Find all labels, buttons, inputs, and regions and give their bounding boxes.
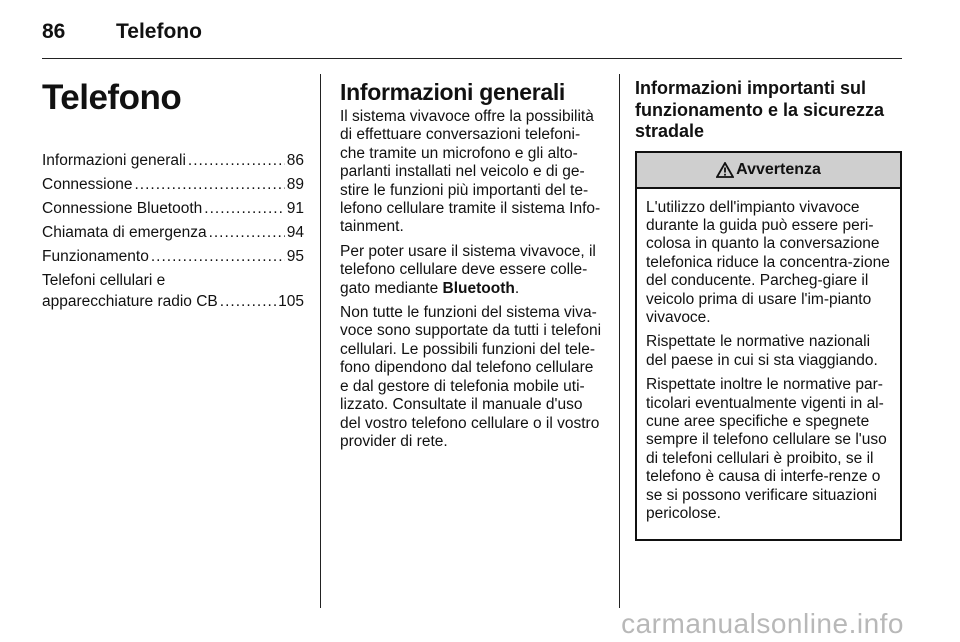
subsection-title: Informazioni importanti sul funzionamento e la sicurezza stradale	[635, 78, 885, 141]
warning-body	[637, 189, 900, 540]
paragraph: Il sistema vivavoce offre la possibilità di effettuare conversazioni telefoni-che tramite un microfono e gli alto-parlanti installati nel veicolo e di ge-stire le funzioni più importanti del te-lefono cellulare tramite il sistema Info-tainment.	[340, 108, 601, 236]
warning-header	[637, 153, 900, 189]
bluetooth-term: Bluetooth	[442, 279, 515, 297]
warning-box	[635, 151, 902, 542]
page-number: 86	[42, 20, 66, 43]
paragraph: Per poter usare il sistema vivavoce, il telefono cellulare deve essere colle-gato mediante Bluetooth.	[340, 242, 596, 297]
toc-item-label: Informazioni generali	[42, 152, 186, 169]
column-divider-right	[619, 74, 620, 608]
header-rule	[42, 58, 902, 59]
safety-column	[635, 78, 902, 541]
chapter-title: Telefono	[42, 78, 182, 117]
toc-item[interactable]	[42, 174, 304, 195]
toc-item[interactable]	[42, 150, 304, 171]
toc-item-label: Chiamata di emergenza	[42, 224, 207, 241]
toc-item-page: 95	[286, 248, 304, 265]
toc-item-page: 105	[278, 293, 304, 310]
toc-item[interactable]	[42, 246, 304, 267]
running-title: Telefono	[116, 20, 202, 43]
column-divider-left	[320, 74, 321, 608]
toc-item[interactable]	[42, 270, 304, 312]
chapter-column	[42, 78, 304, 315]
paragraph: L'utilizzo dell'impianto vivavoce durante la guida può essere peri-colosa in quanto la conversazione telefonica riduce la concentra-zione del conducente. Parcheg-giare il veicolo prima di usare l'im-pianto vivavoce.	[646, 198, 890, 326]
toc-item-page: 94	[286, 224, 304, 241]
toc-item[interactable]	[42, 222, 304, 243]
warning-label: Avvertenza	[736, 160, 821, 178]
table-of-contents	[42, 150, 304, 312]
paragraph: Non tutte le funzioni del sistema viva-voce sono supportate da tutti i telefoni cellulari. Le possibili funzioni del tele-fono dipendono dal telefono cellulare e dal gestore di telefonia mobile uti-lizzato. Consultate il manuale d'uso del vostro telefono cellulare o il vostro provider di rete.	[340, 304, 602, 450]
toc-item-page: 89	[286, 176, 304, 193]
general-info-column	[340, 78, 604, 457]
toc-item-page: 86	[286, 152, 304, 169]
section-title: Informazioni generali	[340, 79, 566, 105]
toc-item-label: Connessione	[42, 176, 133, 193]
toc-item-label: Funzionamento	[42, 248, 149, 265]
toc-item[interactable]	[42, 198, 304, 219]
paragraph: Rispettate le normative nazionali del paese in cui si sta viaggiando.	[646, 333, 878, 369]
toc-item-label: Connessione Bluetooth	[42, 200, 203, 217]
warning-triangle-icon	[716, 162, 734, 178]
watermark: carmanualsonline.info	[621, 608, 904, 639]
toc-item-label: Telefoni cellulari e apparecchiature radio CB	[42, 272, 218, 310]
paragraph: Rispettate inoltre le normative par-ticolari eventualmente vigenti in al-cune aree specifiche e spegnete sempre il telefono cellulare se l'uso di telefoni cellulari è proibito, se il telefono è causa di interfe-renze o se si possono verificare situazioni pericolose.	[646, 376, 887, 522]
toc-item-page: 91	[286, 200, 304, 217]
